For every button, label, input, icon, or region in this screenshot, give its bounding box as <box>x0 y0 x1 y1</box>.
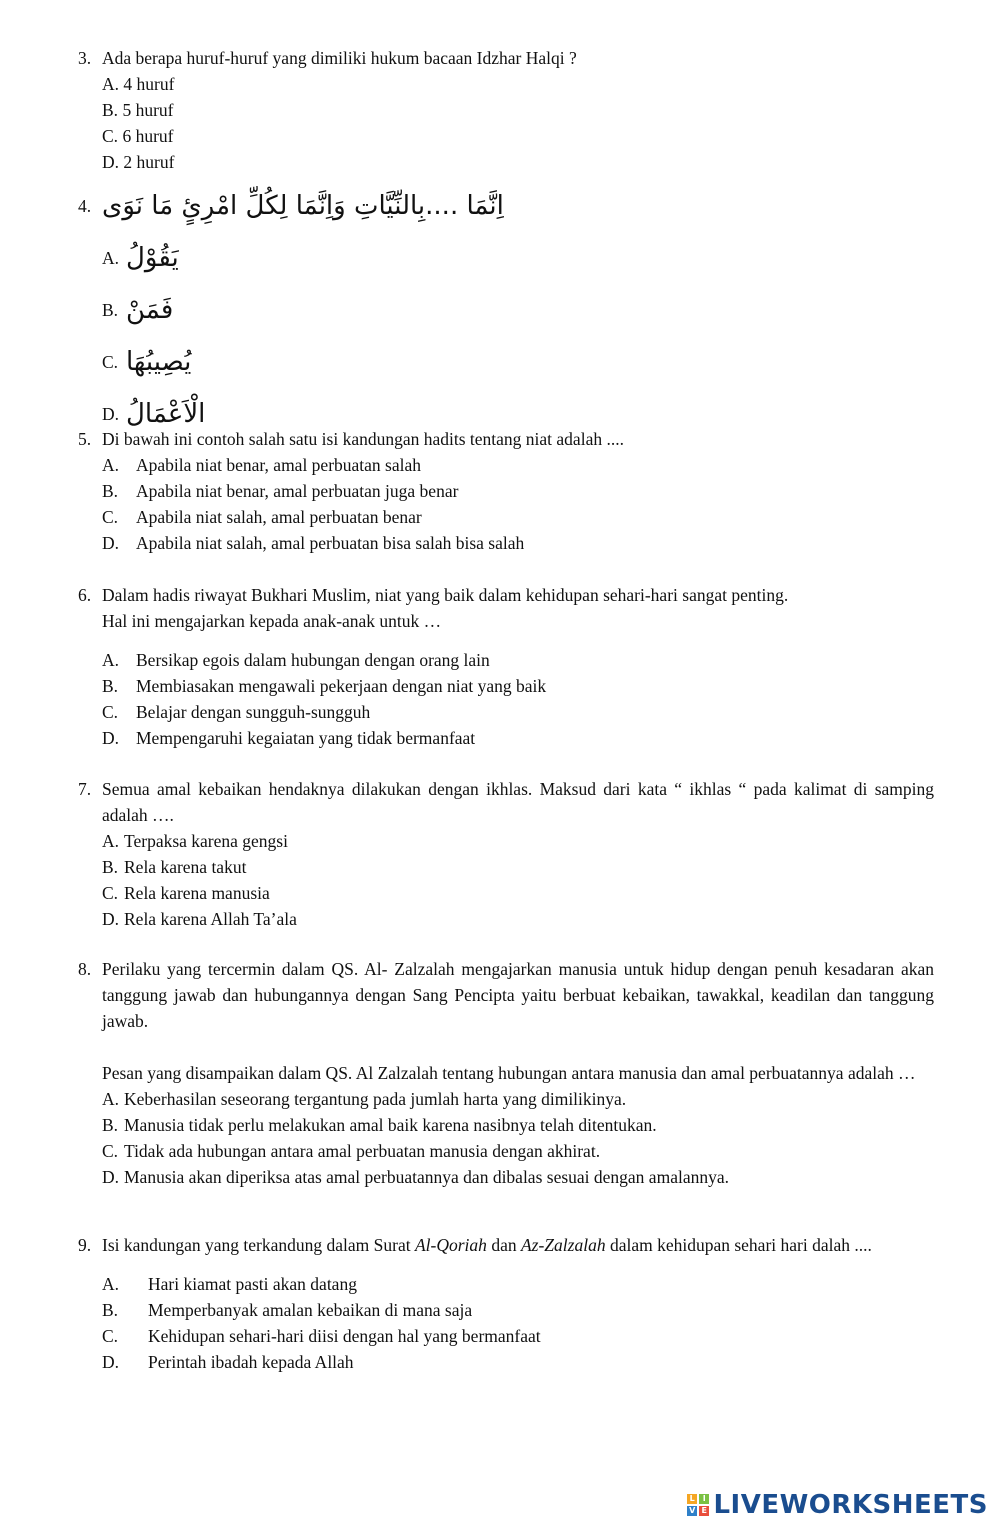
question-number: 4. <box>78 196 92 216</box>
option-b[interactable]: B. Apabila niat benar, amal perbuatan juga benar <box>102 481 459 501</box>
option-a[interactable]: A. Terpaksa karena gengsi <box>102 831 288 851</box>
option-c[interactable]: C. Belajar dengan sungguh-sungguh <box>102 702 371 722</box>
question-text: Semua amal kebaikan hendaknya dilakukan dengan ikhlas. Maksud dari kata “ ikhlas “ pada kalimat di samping adalah …. <box>102 779 934 825</box>
option-a[interactable]: A. Hari kiamat pasti akan datang <box>102 1274 357 1294</box>
question-9 <box>78 1232 934 1375</box>
question-8 <box>78 956 934 1190</box>
question-number: 5. <box>78 429 92 449</box>
question-text: Di bawah ini contoh salah satu isi kandungan hadits tentang niat adalah .... <box>102 429 624 449</box>
option-d[interactable]: D. الْاَعْمَالُ <box>102 399 206 429</box>
question-7 <box>78 776 934 932</box>
option-c[interactable]: C. Tidak ada hubungan antara amal perbuatan manusia dengan akhirat. <box>102 1141 601 1161</box>
option-c[interactable]: C. 6 huruf <box>102 126 174 146</box>
option-b[interactable]: B. Rela karena takut <box>102 857 247 877</box>
question-6 <box>78 582 934 751</box>
question-text: Dalam hadis riwayat Bukhari Muslim, niat yang baik dalam kehidupan sehari-hari sangat penting. <box>102 585 789 605</box>
logo-text: LIVEWORKSHEETS <box>713 1490 988 1520</box>
option-b[interactable]: B. 5 huruf <box>102 100 174 120</box>
option-b[interactable]: B. Membiasakan mengawali pekerjaan dengan niat yang baik <box>102 676 547 696</box>
option-c[interactable]: C. Kehidupan sehari-hari diisi dengan hal yang bermanfaat <box>102 1326 541 1346</box>
question-4 <box>78 180 934 440</box>
option-a[interactable]: A. Keberhasilan seseorang tergantung pada jumlah harta yang dimilikinya. <box>102 1089 627 1109</box>
option-b[interactable]: B. Memperbanyak amalan kebaikan di mana saja <box>102 1300 473 1320</box>
option-d[interactable]: D. 2 huruf <box>102 152 175 172</box>
question-3 <box>78 45 934 175</box>
question-number: 8. <box>78 959 92 979</box>
option-b[interactable]: B. Manusia tidak perlu melakukan amal baik karena nasibnya telah ditentukan. <box>102 1115 657 1135</box>
question-text: Ada berapa huruf-huruf yang dimiliki hukum bacaan Idzhar Halqi ? <box>102 48 577 68</box>
option-a[interactable]: A. Bersikap egois dalam hubungan dengan orang lain <box>102 650 490 670</box>
option-c[interactable]: C. Rela karena manusia <box>102 883 270 903</box>
option-a[interactable]: A. Apabila niat benar, amal perbuatan salah <box>102 455 422 475</box>
liveworksheets-logo <box>687 1490 988 1520</box>
option-d[interactable]: D. Perintah ibadah kepada Allah <box>102 1352 354 1372</box>
option-a[interactable]: A. يَقُوْلُ <box>102 243 179 273</box>
question-text-continued: Pesan yang disampaikan dalam QS. Al Zalzalah tentang hubungan antara manusia dan amal perbuatannya adalah … <box>102 1063 916 1083</box>
question-number: 3. <box>78 48 92 68</box>
option-a[interactable]: A. 4 huruf <box>102 74 175 94</box>
question-number: 6. <box>78 585 92 605</box>
logo-grid-icon: L I V E <box>687 1494 709 1516</box>
question-number: 7. <box>78 779 92 799</box>
question-text: Isi kandungan yang terkandung dalam Surat Al-Qoriah dan Az-Zalzalah dalam kehidupan sehari hari dalah .... <box>102 1235 872 1255</box>
option-c[interactable]: C. يُصِيبُهَا <box>102 347 192 377</box>
question-text: Perilaku yang tercermin dalam QS. Al- Zalzalah mengajarkan manusia untuk hidup dengan penuh kesadaran akan tanggung jawab dan hubungannya dengan Sang Pencipta yaitu berbuat kebaikan, tawakkal, keadilan dan tanggung jawab. <box>102 959 934 1031</box>
option-b[interactable]: B. فَمَنْ <box>102 295 174 325</box>
option-d[interactable]: D. Mempengaruhi kegaiatan yang tidak bermanfaat <box>102 728 476 748</box>
option-d[interactable]: D. Rela karena Allah Ta’ala <box>102 909 297 929</box>
question-text-continued: Hal ini mengajarkan kepada anak-anak untuk … <box>102 611 442 631</box>
option-c[interactable]: C. Apabila niat salah, amal perbuatan benar <box>102 507 422 527</box>
question-arabic-text: اِنَّمَا ....بِالنِّيَّاتِ وَاِنَّمَا لِكُلِّ امْرِئٍ مَا نَوَى <box>102 191 504 221</box>
question-number: 9. <box>78 1235 92 1255</box>
question-5 <box>78 426 934 556</box>
option-d[interactable]: D. Apabila niat salah, amal perbuatan bisa salah bisa salah <box>102 533 525 553</box>
option-d[interactable]: D. Manusia akan diperiksa atas amal perbuatannya dan dibalas sesuai dengan amalannya. <box>102 1167 729 1187</box>
